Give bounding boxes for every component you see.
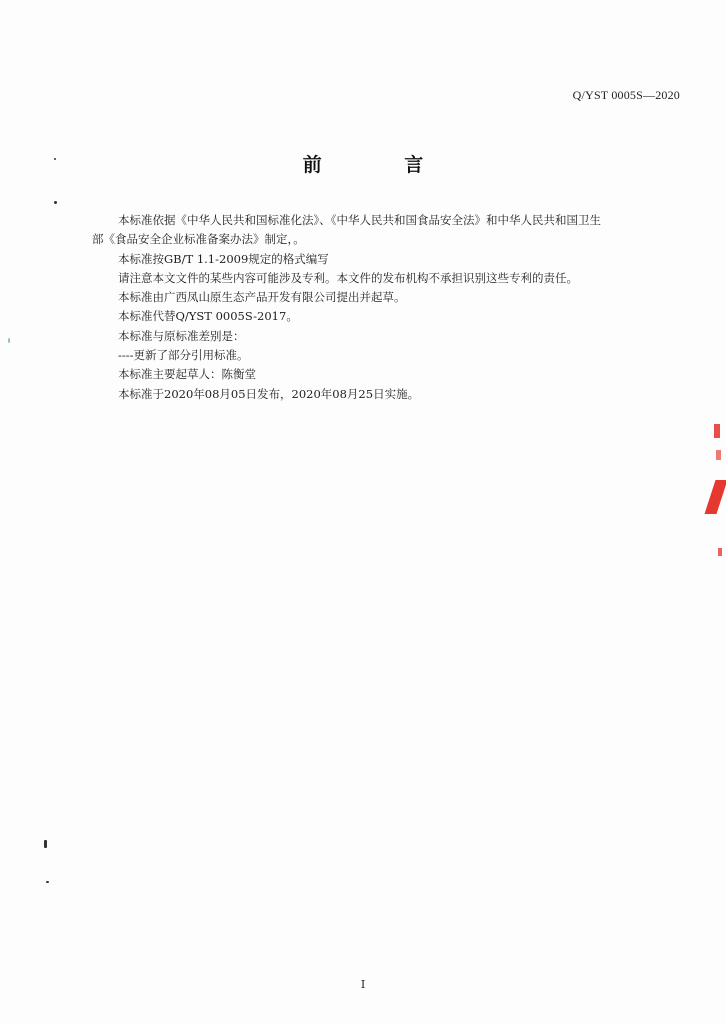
red-stamp-edge: [716, 450, 721, 460]
red-stamp-edge: [704, 480, 726, 514]
scan-speck: [8, 338, 10, 343]
paragraph-differences: 本标准与原标准差别是：: [118, 328, 245, 343]
paragraph-dates: 本标准于2020年08月05日发布，2020年08月25日实施。: [118, 386, 420, 401]
scan-speck: [46, 881, 49, 883]
paragraph-basis: 本标准依据《中华人民共和国标准化法》、《中华人民共和国食品安全法》和中华人民共和国卫生: [118, 213, 601, 227]
scan-speck: [44, 840, 47, 848]
paragraph-main-drafter: 本标准主要起草人：陈衡堂: [118, 367, 256, 382]
page-title: 前 言: [302, 154, 462, 176]
paragraph-patent: 请注意本文文件的某些内容可能涉及专利。本文件的发布机构不承担识别这些专利的责任。: [118, 270, 578, 285]
paragraph-replaces: 本标准代替Q/YST 0005S-2017。: [118, 309, 298, 324]
red-stamp-edge: [714, 424, 720, 438]
scan-speck: [54, 158, 56, 160]
red-stamp-edge: [718, 548, 722, 556]
paragraph-format: 本标准按GB/T 1.1-2009规定的格式编写: [118, 251, 329, 266]
standard-code: Q/YST 0005S—2020: [572, 88, 680, 102]
paragraph-drafter-org: 本标准由广西凤山原生态产品开发有限公司提出并起草。: [118, 290, 406, 305]
paragraph-basis-continued: 部《食品安全企业标准备案办法》制定，。: [92, 232, 305, 247]
paragraph-difference-item: ----更新了部分引用标准。: [118, 348, 249, 363]
page-number: I: [360, 978, 366, 991]
foreword-body: [92, 211, 690, 404]
scan-speck: [54, 201, 57, 204]
